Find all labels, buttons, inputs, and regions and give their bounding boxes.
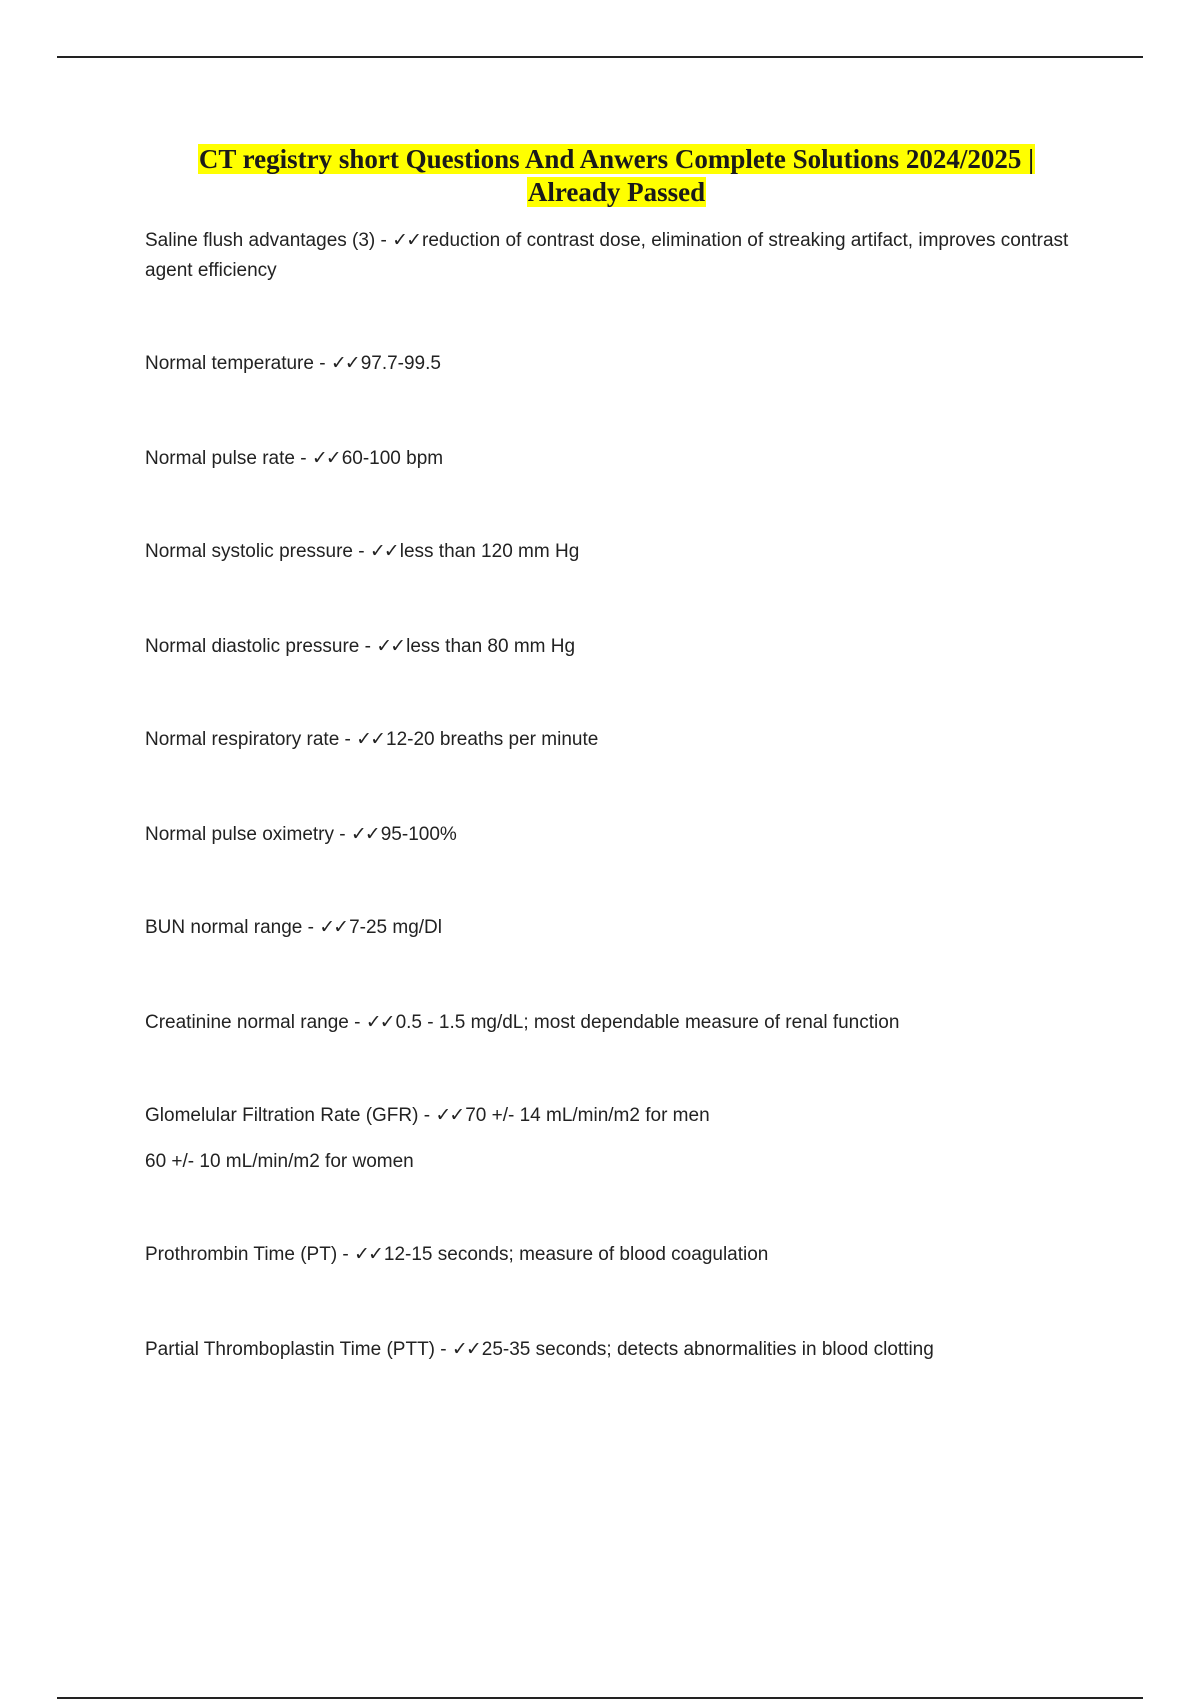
document-title bbox=[120, 143, 1113, 209]
bottom-divider bbox=[57, 1697, 1143, 1699]
separator: - bbox=[353, 541, 370, 562]
answer-text-line-2: 60 +/- 10 mL/min/m2 for women bbox=[145, 1151, 414, 1172]
qa-item-normal-temperature bbox=[145, 349, 1075, 379]
checkmark-icon: ✓✓ bbox=[376, 636, 405, 657]
question-text: Partial Thromboplastin Time (PTT) bbox=[145, 1339, 436, 1360]
question-text: Normal pulse rate bbox=[145, 448, 295, 469]
separator: - bbox=[359, 636, 377, 657]
top-divider bbox=[57, 56, 1143, 58]
checkmark-icon: ✓✓ bbox=[435, 1105, 464, 1126]
answer-text: 60-100 bpm bbox=[341, 448, 444, 469]
separator: - bbox=[313, 353, 331, 374]
checkmark-icon: ✓✓ bbox=[311, 448, 340, 469]
qa-item-saline-flush bbox=[145, 226, 1075, 286]
separator: - bbox=[418, 1105, 436, 1126]
checkmark-icon: ✓✓ bbox=[350, 824, 379, 845]
qa-item-prothrombin-time bbox=[145, 1240, 1075, 1270]
question-text: BUN normal range bbox=[145, 917, 303, 938]
checkmark-icon: ✓✓ bbox=[451, 1339, 480, 1360]
answer-text: 12-20 breaths per minute bbox=[386, 729, 599, 750]
qa-item-respiratory-rate bbox=[145, 725, 1075, 755]
title-line-2 bbox=[120, 176, 1113, 209]
question-text: Normal diastolic pressure bbox=[145, 636, 360, 657]
qa-item-normal-pulse-rate bbox=[145, 444, 1075, 474]
qa-item-systolic-pressure bbox=[145, 537, 1075, 567]
question-text: Prothrombin Time (PT) bbox=[145, 1244, 338, 1265]
separator: - bbox=[339, 729, 357, 750]
question-text: Normal respiratory rate bbox=[145, 729, 340, 750]
checkmark-icon: ✓✓ bbox=[365, 1012, 394, 1033]
checkmark-icon: ✓✓ bbox=[356, 729, 385, 750]
qa-item-pulse-oximetry bbox=[145, 820, 1075, 850]
question-text: Normal temperature bbox=[145, 353, 314, 374]
answer-text: 25-35 seconds; detects abnormalities in blood clotting bbox=[481, 1339, 934, 1360]
question-text: Creatinine normal range bbox=[145, 1012, 349, 1033]
separator: - bbox=[435, 1339, 452, 1360]
question-text: Normal pulse oximetry bbox=[145, 824, 334, 845]
separator: - bbox=[337, 1244, 355, 1265]
checkmark-icon: ✓✓ bbox=[392, 230, 420, 251]
title-line-1 bbox=[120, 143, 1113, 176]
question-text: Normal systolic pressure bbox=[145, 541, 353, 562]
qa-item-bun-range bbox=[145, 913, 1075, 943]
answer-text: 70 +/- 14 mL/min/m2 for men bbox=[465, 1105, 710, 1126]
separator: - bbox=[334, 824, 351, 845]
checkmark-icon: ✓✓ bbox=[354, 1244, 382, 1265]
separator: - bbox=[375, 230, 393, 251]
answer-text: reduction of contrast dose, elimination of streaking artifact, improves contrast agent efficiency bbox=[145, 230, 1069, 281]
answer-text: 7-25 mg/Dl bbox=[349, 917, 442, 938]
separator: - bbox=[294, 448, 312, 469]
qa-item-creatinine-range bbox=[145, 1008, 1075, 1038]
title-highlight: Already Passed bbox=[527, 177, 706, 207]
answer-text: 0.5 - 1.5 mg/dL; most dependable measure of renal function bbox=[395, 1012, 900, 1033]
answer-text: 12-15 seconds; measure of blood coagulation bbox=[383, 1244, 769, 1265]
checkmark-icon: ✓✓ bbox=[319, 917, 348, 938]
question-text: Glomelular Filtration Rate (GFR) bbox=[145, 1105, 419, 1126]
checkmark-icon: ✓✓ bbox=[369, 541, 398, 562]
answer-text: less than 120 mm Hg bbox=[399, 541, 580, 562]
answer-text: 97.7-99.5 bbox=[360, 353, 441, 374]
title-highlight: CT registry short Questions And Anwers Complete Solutions 2024/2025 | bbox=[198, 144, 1035, 174]
qa-item-gfr bbox=[145, 1101, 1075, 1177]
question-text: Saline flush advantages (3) bbox=[145, 230, 376, 251]
answer-text: 95-100% bbox=[380, 824, 457, 845]
separator: - bbox=[302, 917, 320, 938]
answer-text: less than 80 mm Hg bbox=[406, 636, 576, 657]
separator: - bbox=[348, 1012, 366, 1033]
checkmark-icon: ✓✓ bbox=[330, 353, 359, 374]
qa-item-diastolic-pressure bbox=[145, 632, 1075, 662]
qa-item-ptt bbox=[145, 1335, 1075, 1365]
